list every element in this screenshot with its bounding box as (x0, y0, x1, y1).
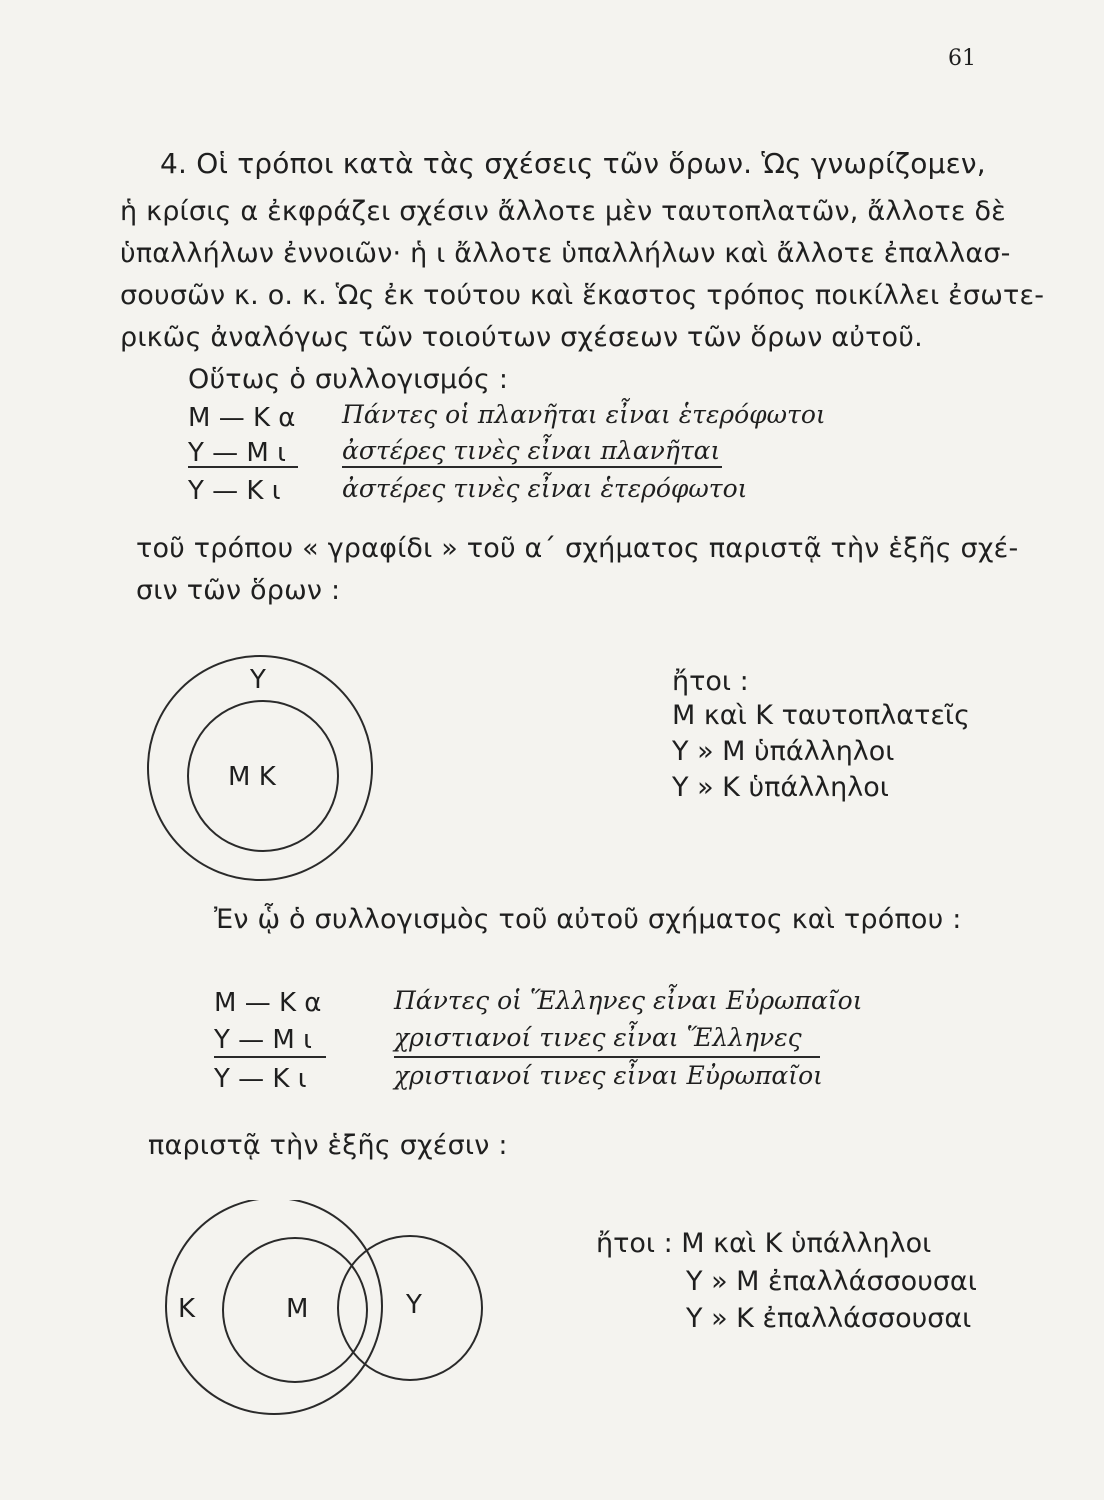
syllogism-1-major-premise: Πάντες οἱ πλανῆται εἶναι ἑτερόφωτοι (342, 400, 826, 429)
diagram-2-relation-1: ἤτοι : M καὶ K ὑπάλληλοι (596, 1228, 932, 1259)
section-4-line-3: ὑπαλλήλων ἐννοιῶν· ἡ ι ἄλλοτε ὑπαλλήλων καὶ ἄλλοτε ἐπαλλασ- (120, 238, 1011, 269)
mode-description-line-1: τοῦ τρόπου « γραφίδι » τοῦ α΄ σχήματος παριστᾷ τὴν ἑξῆς σχέ- (136, 533, 1019, 564)
represents-text: παριστᾷ τὴν ἑξῆς σχέσιν : (148, 1130, 508, 1161)
syllogism-1-conclusion: ἀστέρες τινὲς εἶναι ἑτερόφωτοι (342, 474, 748, 503)
syllogism-2-major-premise: Πάντες οἱ Ἕλληνες εἶναι Εὐρωπαῖοι (394, 986, 863, 1015)
section-4-intro: Οὕτως ὁ συλλογισμός : (188, 364, 509, 395)
syllogism-2-minor-premise: χριστιανοί τινες εἶναι Ἕλληνες (394, 1023, 802, 1052)
section-4-line-2: ἡ κρίσις α ἐκφράζει σχέσιν ἄλλοτε μὲν ταυτοπλατῶν, ἄλλοτε δὲ (120, 196, 1006, 227)
diagram-2-label-y: Y (406, 1290, 422, 1320)
syllogism-1-major-label: M — K α (188, 403, 296, 433)
page-number: 61 (948, 46, 976, 71)
outer-circle-k (166, 1200, 382, 1414)
section-4-line-5: ρικῶς ἀναλόγως τῶν τοιούτων σχέσεων τῶν ὅρων αὐτοῦ. (120, 322, 923, 353)
mode-description-line-2: σιν τῶν ὅρων : (136, 575, 341, 606)
diagram-1-relation-2: Y » M ὑπάλληλοι (672, 736, 895, 767)
diagram-2 (150, 1200, 490, 1420)
syllogism-1-divider-left (188, 466, 298, 468)
syllogism-2-divider-right (394, 1056, 820, 1058)
syllogism-1-conclusion-label: Y — K ι (188, 476, 281, 506)
syllogism-2-minor-label: Y — M ι (214, 1025, 312, 1055)
syllogism-1-minor-premise: ἀστέρες τινὲς εἶναι πλανῆται (342, 436, 721, 465)
diagram-2-relation-2: Y » M ἐπαλλάσσουσαι (686, 1266, 977, 1297)
diagram-1-label-mk: M K (228, 762, 276, 792)
diagram-2-label-k: K (178, 1294, 196, 1324)
syllogism-2-major-label: M — K α (214, 988, 322, 1018)
diagram-1-relation-3: Y » K ὑπάλληλοι (672, 772, 889, 803)
diagram-2-label-m: M (286, 1294, 309, 1324)
second-syllogism-intro: Ἐν ᾧ ὁ συλλογισμὸς τοῦ αὐτοῦ σχήματος καὶ τρόπου : (214, 904, 962, 935)
syllogism-1-minor-label: Y — M ι (188, 438, 286, 468)
diagram-1-relation-1: M καὶ K ταυτοπλατεῖς (672, 700, 970, 731)
diagram-1-relations-title: ἤτοι : (672, 666, 749, 697)
syllogism-2-conclusion-label: Y — K ι (214, 1064, 307, 1094)
syllogism-2-conclusion: χριστιανοί τινες εἶναι Εὐρωπαῖοι (394, 1061, 823, 1090)
section-4-line-1: 4. Οἱ τρόποι κατὰ τὰς σχέσεις τῶν ὅρων. Ὡς γνωρίζομεν, (160, 147, 986, 180)
syllogism-2-divider-left (214, 1056, 326, 1058)
diagram-2-relation-3: Y » K ἐπαλλάσσουσαι (686, 1303, 972, 1334)
syllogism-1-divider-right (342, 466, 722, 468)
section-4-line-4: σουσῶν κ. ο. κ. Ὡς ἐκ τούτου καὶ ἕκαστος τρόπος ποικίλλει ἐσωτε- (120, 280, 1045, 311)
diagram-1-label-y: Y (250, 665, 266, 695)
